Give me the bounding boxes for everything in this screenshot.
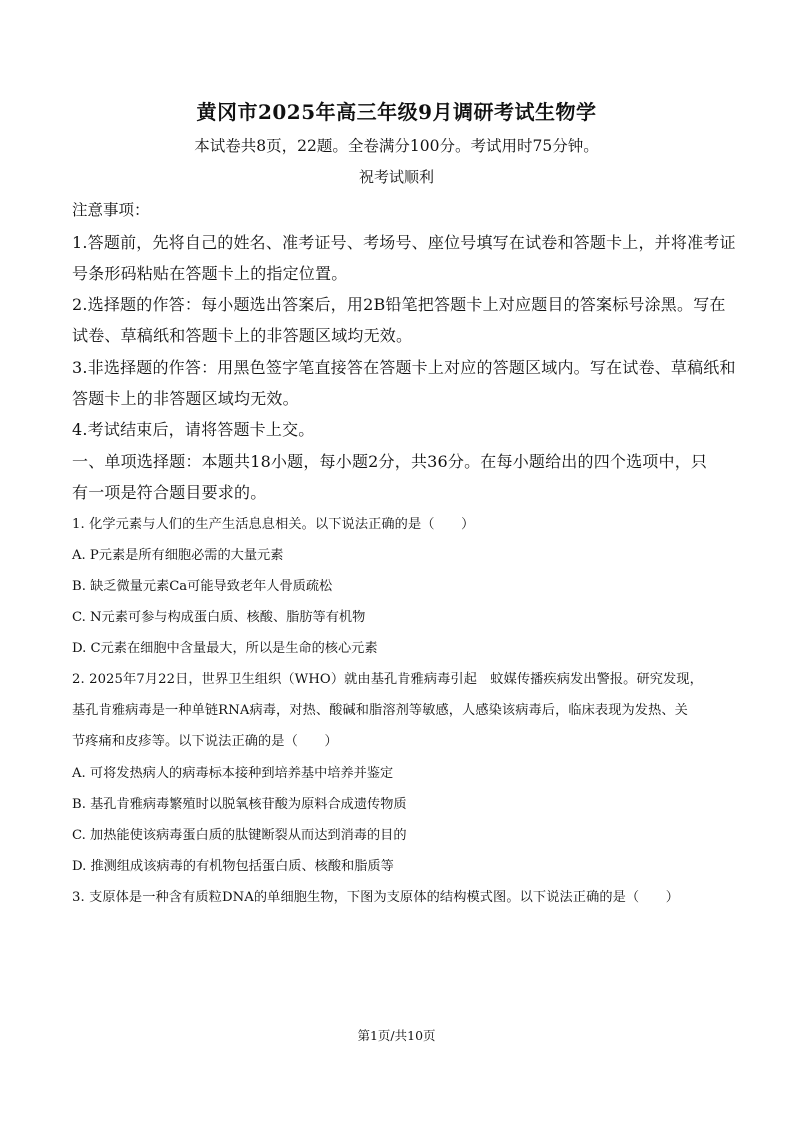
notice-line: 2.选择题的作答：每小题选出答案后，用2B铅笔把答题卡上对应题目的答案标号涂黑。写在 [72,295,726,314]
question-1-option-c: C. N元素可参与构成蛋白质、核酸、脂肪等有机物 [72,610,366,625]
section-heading-cont: 有一项是符合题目要求的。 [72,483,267,502]
notice-line: 3.非选择题的作答：用黑色签字笔直接答在答题卡上对应的答题区域内。写在试卷、草稿纸和 [72,358,736,377]
exam-wish: 祝考试顺利 [358,168,434,186]
notice-line: 4.考试结束后，请将答题卡上交。 [72,420,315,439]
notice-line: 1.答题前，先将自己的姓名、准考证号、考场号、座位号填写在试卷和答题卡上，并将准考证 [72,233,736,252]
question-2-stem: 基孔肯雅病毒是一种单链RNA病毒，对热、酸碱和脂溶剂等敏感，人感染该病毒后，临床表现为发热、关 [72,703,688,718]
question-2-option-a: A. 可将发热病人的病毒标本接种到培养基中培养并鉴定 [72,766,394,781]
question-1-stem: 1. 化学元素与人们的生产生活息息相关。以下说法正确的是（ ） [72,517,475,532]
notice-line: 答题卡上的非答题区域均无效。 [72,389,299,408]
page-title: 黄冈市2025年高三年级9月调研考试生物学 [196,100,597,124]
notice-line: 试卷、草稿纸和答题卡上的非答题区域均无效。 [72,326,413,345]
question-1-option-d: D. C元素在细胞中含量最大，所以是生命的核心元素 [72,641,378,656]
question-2-option-d: D. 推测组成该病毒的有机物包括蛋白质、核酸和脂质等 [72,859,394,874]
notice-heading: 注意事项： [72,201,150,219]
question-1-option-a: A. P元素是所有细胞必需的大量元素 [72,548,284,563]
question-1-option-b: B. 缺乏微量元素Ca可能导致老年人骨质疏松 [72,579,333,594]
section-heading: 一、单项选择题：本题共18小题，每小题2分，共36分。在每小题给出的四个选项中，只 [72,452,708,471]
page-footer: 第1页/共10页 [357,1028,436,1043]
question-2-option-c: C. 加热能使该病毒蛋白质的肽键断裂从而达到消毒的目的 [72,828,407,843]
question-2-option-b: B. 基孔肯雅病毒繁殖时以脱氧核苷酸为原料合成遗传物质 [72,797,407,812]
exam-info: 本试卷共8页，22题。全卷满分100分。考试用时75分钟。 [194,137,599,155]
question-2-stem: 2. 2025年7月22日，世界卫生组织（WHO）就由基孔肯雅病毒引起 蚊媒传播疾病发出警报。研究发现， [72,672,703,687]
notice-line: 号条形码粘贴在答题卡上的指定位置。 [72,264,348,283]
question-3-stem: 3. 支原体是一种含有质粒DNA的单细胞生物，下图为支原体的结构模式图。以下说法正确的是（ ） [72,890,680,905]
question-2-stem: 节疼痛和皮疹等。以下说法正确的是（ ） [72,734,338,749]
